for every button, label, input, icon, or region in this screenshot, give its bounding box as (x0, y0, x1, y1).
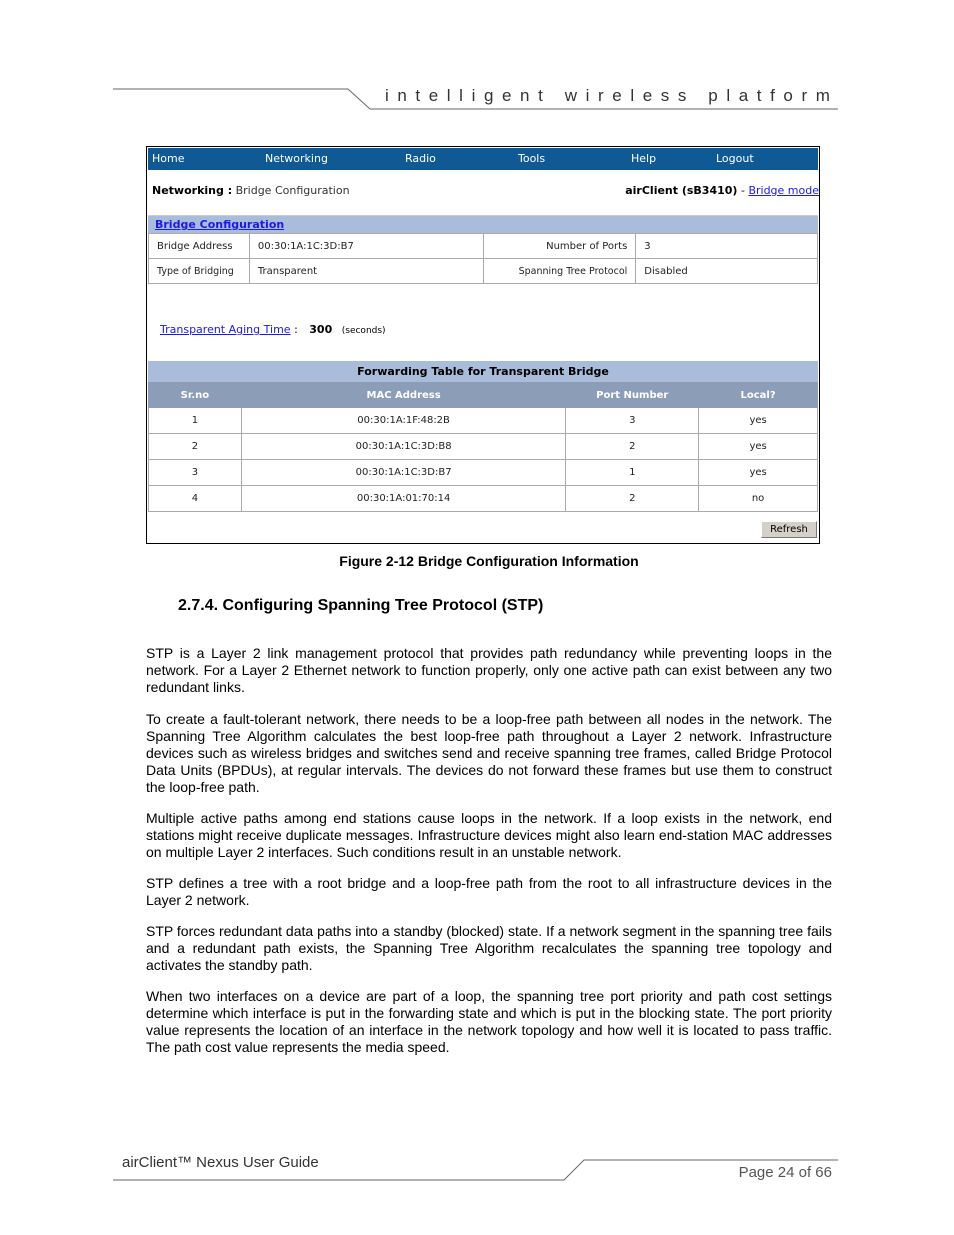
paragraph: STP forces redundant data paths into a standby (blocked) state. If a network segment in the spanning tree fails and a redundant path exists, the Spanning Tree Algorithm recalculates the spanning tree topology and activates the standby path. (146, 923, 832, 973)
cell-local: no (699, 486, 818, 512)
aging-unit: (seconds) (341, 326, 386, 336)
col-mac: MAC Address (241, 383, 566, 408)
bridge-mode-link[interactable]: Bridge mode (748, 184, 819, 197)
cell-port: 2 (566, 486, 699, 512)
table-row (149, 460, 818, 486)
num-ports-label: Number of Ports (483, 234, 636, 259)
bridge-configuration-link[interactable]: Bridge Configuration (155, 218, 285, 231)
col-local: Local? (699, 383, 818, 408)
aging-value: 300 (309, 323, 333, 336)
forwarding-table-title: Forwarding Table for Transparent Bridge (148, 361, 818, 382)
breadcrumb-section: Networking : (152, 184, 233, 197)
col-port: Port Number (566, 383, 699, 408)
table-header-row (149, 383, 818, 408)
section-heading: 2.7.4. Configuring Spanning Tree Protocol (STP) (178, 597, 544, 614)
cell-srno: 3 (149, 460, 242, 486)
device-name: airClient (sB3410) (625, 184, 738, 197)
cell-port: 3 (566, 408, 699, 434)
nav-help[interactable]: Help (631, 152, 657, 165)
cell-port: 2 (566, 434, 699, 460)
num-ports-value: 3 (636, 234, 818, 259)
nav-home[interactable]: Home (152, 152, 185, 165)
forwarding-table (148, 382, 818, 512)
nav-tools[interactable]: Tools (518, 152, 546, 165)
nav-networking[interactable]: Networking (265, 152, 328, 165)
bridging-type-label: Type of Bridging (149, 259, 250, 284)
cell-srno: 1 (149, 408, 242, 434)
footer-title: airClient™ Nexus User Guide (122, 1154, 319, 1171)
cell-local: yes (699, 460, 818, 486)
paragraph: To create a fault-tolerant network, there needs to be a loop-free path between all nodes in the network. The Spanning Tree Algorithm calculates the best loop-free path throughout a Layer 2 network. Infrastructure devices such as wireless bridges and switches send and receive spanning tree frames, called Bridge Protocol Data Units (BPDUs), at regular intervals. The devices do not forward these frames but use them to construct the loop-free path. (146, 711, 832, 795)
aging-sep: : (294, 323, 298, 336)
figure-caption: Figure 2-12 Bridge Configuration Information (339, 553, 639, 569)
cell-mac: 00:30:1A:1F:48:2B (241, 408, 566, 434)
cell-local: yes (699, 408, 818, 434)
section-bar (148, 215, 818, 234)
paragraph: Multiple active paths among end stations cause loops in the network. If a loop exists in the network, end stations might receive duplicate messages. Infrastructure devices might also learn end-station MAC addresses on multiple Layer 2 interfaces. Such conditions result in an unstable network. (146, 810, 832, 860)
cell-port: 1 (566, 460, 699, 486)
device-sep: - (740, 184, 745, 197)
col-srno: Sr.no (149, 383, 242, 408)
table-row (149, 434, 818, 460)
bridge-address-label: Bridge Address (149, 234, 250, 259)
top-nav (148, 148, 818, 170)
table-row (149, 486, 818, 512)
page-number: Page 24 of 66 (738, 1164, 832, 1181)
breadcrumb (152, 184, 350, 197)
cell-local: yes (699, 434, 818, 460)
table-row (149, 259, 818, 284)
bridge-info-table (148, 233, 818, 284)
cell-srno: 4 (149, 486, 242, 512)
paragraph: When two interfaces on a device are part of a loop, the spanning tree port priority and path cost settings determine which interface is put in the forwarding state and which is put in the blocking state. The port priority value represents the location of an interface in the network topology and how well it is located to pass traffic. The path cost value represents the media speed. (146, 988, 832, 1055)
stp-label: Spanning Tree Protocol (483, 259, 636, 284)
nav-radio[interactable]: Radio (405, 152, 436, 165)
bridge-config-screenshot (146, 146, 820, 544)
breadcrumb-page: Bridge Configuration (235, 184, 350, 197)
cell-mac: 00:30:1A:1C:3D:B7 (241, 460, 566, 486)
stp-value: Disabled (636, 259, 818, 284)
bridging-type-value: Transparent (249, 259, 483, 284)
nav-logout[interactable]: Logout (716, 152, 754, 165)
table-row (149, 234, 818, 259)
aging-time-link[interactable]: Transparent Aging Time (160, 323, 291, 336)
cell-srno: 2 (149, 434, 242, 460)
paragraph: STP defines a tree with a root bridge and a loop-free path from the root to all infrastructure devices in the Layer 2 network. (146, 875, 832, 908)
bridge-address-value: 00:30:1A:1C:3D:B7 (249, 234, 483, 259)
paragraph: STP is a Layer 2 link management protocol that provides path redundancy while preventing loops in the network. For a Layer 2 Ethernet network to function properly, only one active path can exist between any two redundant links. (146, 645, 832, 695)
cell-mac: 00:30:1A:1C:3D:B8 (241, 434, 566, 460)
header-tagline: intelligent wireless platform (385, 86, 839, 105)
device-info (625, 184, 819, 197)
aging-time (160, 323, 386, 336)
cell-mac: 00:30:1A:01:70:14 (241, 486, 566, 512)
table-row (149, 408, 818, 434)
refresh-button[interactable]: Refresh (761, 521, 817, 538)
